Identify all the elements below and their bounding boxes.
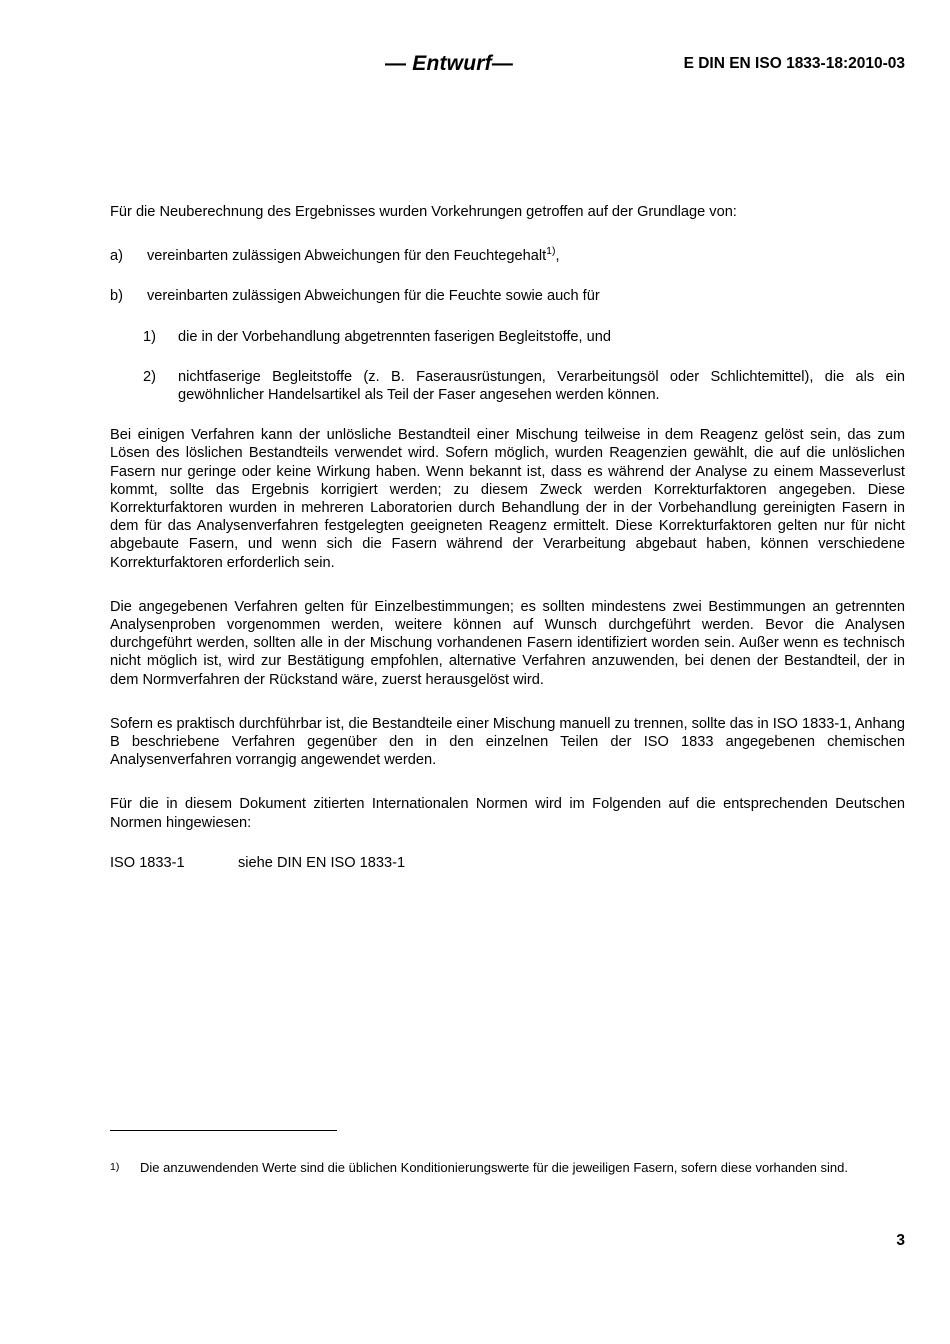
paragraph-1: Bei einigen Verfahren kann der unlösliche Bestandteil einer Mischung teilweise in dem Reagenz gelöst sein, das zum Lösen des löslichen Bestandteils verwendet wird. Sofern möglich, wurden Reagenzien gewählt, die auf die unlöslichen Fasern nur geringe oder keine Wirkung haben. Wenn bekannt ist, dass es während der Analyse zu einem Masseverlust kommt, sollte das Ergebnis korrigiert werden; zu diesem Zweck werden Korrekturfaktoren angegeben. Diese Korrekturfaktoren wurden in mehreren Laboratorien durch Behandlung der in der Vorbehandlung gereinigten Fasern in dem für das Analysenverfahren festgelegten geeigneten Reagenz ermittelt. Diese Korrekturfaktoren gelten nur für nicht abgebaute Fasern, und wenn sich die Fasern während der Verarbeitung abgebaut haben, können verschiedene Korrekturfaktoren erforderlich sein. [110,427,905,571]
paragraph-2: Die angegebenen Verfahren gelten für Einzelbestimmungen; es sollten mindestens zwei Bestimmungen an getrennten Analysenproben vorgenommen werden, weitere können auf Wunsch durchgeführt werden. Bevor die Analysen durchgeführt werden, sollten alle in der Mischung vorhandenen Fasern identifiziert worden sein. Außer wenn es technisch nicht möglich ist, wird zur Bestätigung empfohlen, alternative Verfahren anzuwenden, bei denen der Bestandteil, der in dem Normverfahren der Rückstand wäre, zuerst herausgelöst wird. [110,598,905,688]
footnote-area [110,1130,905,1176]
em-dash-right-icon: — [491,52,514,75]
list-item-b [110,287,905,305]
list-item-1 [110,328,905,346]
list-item-1-text: die in der Vorbehandlung abgetrennten faserigen Begleitstoffe, und [178,328,612,345]
list-item-2 [110,368,905,404]
list-item-a-text: vereinbarten zulässigen Abweichungen für den Feuchtegehalt [147,248,547,265]
paragraph-4: Für die in diesem Dokument zitierten Internationalen Normen wird im Folgenden auf die entsprechenden Deutschen Normen hingewiesen: [110,796,905,831]
em-dash-left-icon: — [385,52,407,75]
footnote-reference-icon: 1) [546,245,556,258]
draft-marker [385,52,513,76]
footnote-entry [110,1159,905,1176]
page-body [110,203,905,872]
footnote-marker: 1) [110,1161,120,1173]
list-item-a-suffix: , [555,248,560,265]
draft-label: Entwurf [412,52,492,75]
standard-number: E DIN EN ISO 1833-18:2010-03 [683,55,905,72]
list-marker-2: 2) [143,368,156,385]
list-item-b-text: vereinbarten zulässigen Abweichungen für die Feuchte sowie auch für [147,288,600,305]
paragraph-3: Sofern es praktisch durchführbar ist, die Bestandteile einer Mischung manuell zu trennen, sollte das in ISO 1833-1, Anhang B beschriebene Verfahren gegenüber den in den einzelnen Teilen der ISO 1833 angegebenen chemischen Analysenverfahren vorrangig angewendet werden. [110,715,906,769]
iso-reference-note: siehe DIN EN ISO 1833-1 [238,854,406,871]
footnote-separator [110,1130,337,1131]
list-marker-a: a) [110,248,123,265]
iso-reference-code: ISO 1833-1 [110,854,185,871]
list-item-a [110,247,905,265]
list-item-2-text: nichtfaserige Begleitstoffe (z. B. Faserausrüstungen, Verarbeitungsöl oder Schlichtemittel), die als ein gewöhnlicher Handelsartikel als Teil der Faser angesehen werden können. [178,368,905,404]
list-marker-b: b) [110,288,123,305]
page-number: 3 [896,1232,905,1249]
page-header [110,52,905,80]
iso-reference-line [110,854,905,872]
footnote-text: Die anzuwendenden Werte sind die üblichen Konditionierungswerte für die jeweiligen Fasern, sofern diese vorhanden sind. [140,1160,848,1175]
intro-paragraph: Für die Neuberechnung des Ergebnisses wurden Vorkehrungen getroffen auf der Grundlage von: [110,204,737,220]
list-marker-1: 1) [143,328,156,345]
